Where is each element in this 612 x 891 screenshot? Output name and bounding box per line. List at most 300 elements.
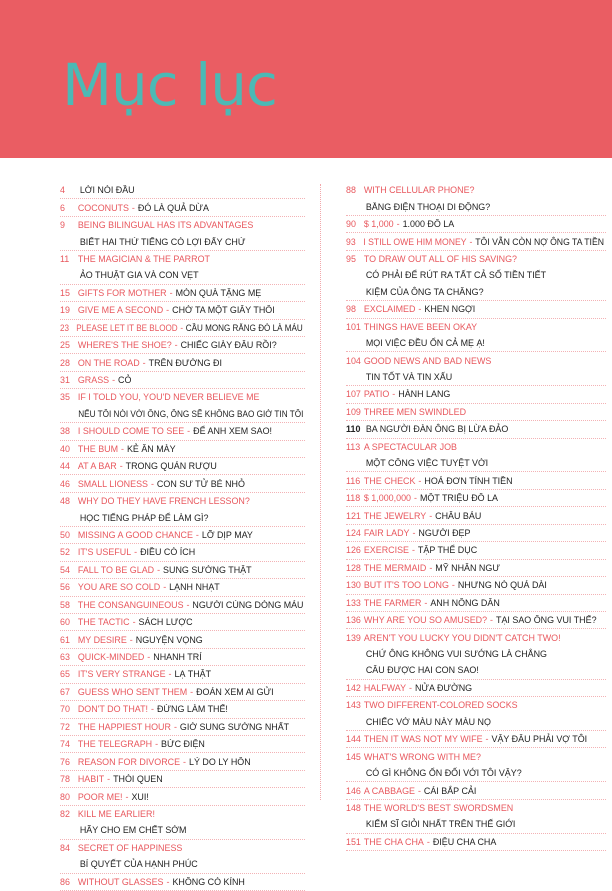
page-number: 58 [60, 599, 70, 610]
separator: - [166, 876, 170, 887]
toc-line [60, 389, 303, 405]
toc-entry[interactable] [346, 731, 606, 748]
vietnamese-title: NGUYỆN VỌNG [135, 634, 203, 645]
toc-line [60, 562, 303, 578]
toc-line [346, 319, 604, 335]
toc-line [346, 662, 604, 678]
page-number: 98 [346, 304, 356, 315]
separator: - [132, 617, 136, 628]
vietnamese-title: CON SƯ TỬ BÉ NHỎ [156, 478, 245, 489]
toc-entry[interactable] [346, 182, 606, 216]
toc-line [60, 527, 303, 543]
toc-entry[interactable] [60, 544, 305, 561]
separator: - [166, 305, 170, 316]
toc-entry[interactable] [60, 579, 305, 596]
page-number: 121 [346, 510, 361, 521]
vietnamese-title: ĐÓ LÀ QUẢ DỪA [137, 202, 210, 213]
toc-entry[interactable] [346, 525, 606, 542]
english-title: I SHOULD COME TO SEE [77, 426, 185, 437]
page-number: 151 [346, 836, 361, 847]
english-title: THE BUM [77, 443, 119, 454]
toc-line [60, 614, 303, 630]
page-number: 139 [346, 632, 361, 643]
vietnamese-title: MÓN QUÀ TẶNG MẸ [175, 287, 262, 298]
toc-entry[interactable] [346, 216, 606, 233]
vietnamese-title: CHIẾC GIÀY ĐÂU RỒI? [180, 340, 277, 351]
separator: - [426, 836, 430, 847]
english-title: PATIO [363, 389, 390, 400]
vietnamese-title: XUI! [131, 791, 149, 802]
toc-line [60, 631, 303, 647]
toc-entry[interactable] [60, 649, 305, 666]
page-number: 109 [346, 406, 361, 417]
page-number: 63 [60, 652, 70, 663]
toc-entry[interactable] [60, 302, 305, 319]
vietnamese-title: BA NGƯỜI ĐÀN ÔNG BỊ LỪA ĐẢO [365, 424, 509, 435]
page-number: 65 [60, 669, 70, 680]
separator: - [392, 389, 396, 400]
page-number: 95 [346, 253, 356, 264]
english-title: A CABBAGE [363, 785, 415, 796]
toc-entry[interactable] [346, 542, 606, 559]
english-title: BUT IT'S TOO LONG [363, 580, 449, 591]
toc-line [60, 649, 303, 665]
vietnamese-title: ANH NÔNG DÂN [430, 597, 500, 608]
vietnamese-title: LỠ DỊP MAY [201, 529, 253, 540]
vietnamese-title: ĐOÁN XEM AI GỬI [196, 686, 274, 697]
vietnamese-title: CẦU MONG RẰNG ĐÓ LÀ MÁU [185, 322, 303, 333]
toc-line [346, 714, 604, 730]
toc-line [60, 719, 303, 735]
toc-line [60, 544, 303, 560]
toc-line [60, 856, 303, 872]
page-number: 78 [60, 774, 70, 785]
vietnamese-title: CHỨ ÔNG KHÔNG VUI SƯỚNG LÀ CHẲNG [365, 649, 548, 660]
page-number: 86 [60, 876, 70, 887]
vietnamese-title: BẰNG ĐIỆN THOẠI DI ĐỘNG? [365, 201, 491, 212]
toc-entry[interactable] [60, 597, 305, 614]
toc-line [60, 597, 302, 613]
page-number: 142 [346, 682, 361, 693]
page-number: 72 [60, 721, 70, 732]
page-number: 88 [346, 185, 356, 196]
toc-entry[interactable] [346, 697, 606, 731]
page-number: 31 [60, 375, 70, 386]
vietnamese-title: KIỆM CỦA ÔNG TA CHĂNG? [365, 286, 484, 297]
toc-line [60, 806, 303, 822]
vietnamese-title: TRONG QUÁN RƯỢU [125, 461, 217, 472]
english-title: HABIT [77, 774, 105, 785]
toc-line [346, 748, 604, 764]
vietnamese-title: NGƯỜI CÙNG DÒNG MÁU [192, 599, 304, 610]
page-number: 60 [60, 617, 70, 628]
vietnamese-title: ĐIỆU CHA CHA [432, 836, 497, 847]
separator: - [396, 219, 400, 230]
vietnamese-title: THÓI QUEN [113, 774, 163, 785]
separator: - [150, 478, 154, 489]
page-number: 90 [346, 219, 356, 230]
page-number: 50 [60, 529, 70, 540]
english-title: THE WORLD'S BEST SWORDSMEN [363, 802, 514, 813]
separator: - [163, 582, 167, 593]
vietnamese-title: MỘT TRIỆU ĐÔ LA [419, 493, 499, 504]
vietnamese-title: NẾU TÔI NÓI VỚI ÔNG, ÔNG SẼ KHÔNG BAO GIỜ TIN TÔI [78, 408, 304, 419]
vietnamese-title: ĐỪNG LÀM THẾ! [156, 704, 228, 715]
toc-line [346, 731, 604, 747]
english-title: THE MERMAID [363, 562, 427, 573]
toc-entry[interactable] [60, 614, 305, 631]
toc-line [346, 284, 604, 300]
english-title: THE JEWELRY [363, 510, 427, 521]
vietnamese-title: HÀNH LANG [398, 389, 451, 400]
vietnamese-title: TÔI VẪN CÒN NỢ ÔNG TA TIỀN [475, 236, 605, 247]
separator: - [469, 236, 473, 247]
vietnamese-title: CHIẾC VỚ MÀU NÀY MÀU NỌ [365, 716, 491, 727]
toc-entry[interactable] [346, 490, 606, 507]
toc-entry[interactable] [346, 319, 606, 353]
separator: - [411, 545, 415, 556]
english-title: $ 1,000,000 [363, 493, 412, 504]
vietnamese-title: TIN TỐT VÀ TIN XẤU [365, 372, 453, 383]
toc-entry[interactable] [346, 577, 606, 594]
toc-entry[interactable] [60, 285, 305, 302]
page-number: 28 [60, 357, 70, 368]
page-number: 48 [60, 496, 70, 507]
vietnamese-title: KẺ ĂN MÀY [126, 443, 176, 454]
english-title: GIFTS FOR MOTHER [77, 287, 167, 298]
vietnamese-title: NHƯNG NÓ QUÁ DÀI [457, 580, 547, 591]
toc-entry[interactable] [346, 233, 606, 250]
vietnamese-title: LẠ THẬT [174, 669, 212, 680]
toc-entry[interactable] [346, 472, 606, 489]
toc-line [60, 406, 304, 422]
toc-line [60, 320, 303, 336]
english-title: BEING BILINGUAL HAS ITS ADVANTAGES [77, 220, 254, 231]
toc-entry[interactable] [346, 439, 606, 473]
toc-line [346, 216, 604, 232]
vietnamese-title: NGƯỜI ĐẸP [418, 527, 471, 538]
english-title: FALL TO BE GLAD [77, 564, 155, 575]
page-number: 124 [346, 527, 361, 538]
page-number: 104 [346, 355, 361, 366]
toc-line [346, 404, 604, 420]
toc-entry[interactable] [346, 352, 606, 386]
separator: - [190, 686, 194, 697]
toc-line [60, 372, 303, 388]
toc-line [60, 354, 303, 370]
separator: - [157, 564, 161, 575]
vietnamese-title: BIẾT HAI THỨ TIẾNG CÓ LỢI ĐẤY CHỨ [79, 236, 246, 247]
toc-entry[interactable] [60, 631, 305, 648]
toc-entry[interactable] [346, 800, 606, 834]
english-title: THE CHECK [363, 475, 416, 486]
page-number: 44 [60, 461, 70, 472]
vietnamese-title: TRÊN ĐƯỜNG ĐI [148, 357, 222, 368]
separator: - [119, 461, 123, 472]
page-number: 23 [60, 322, 70, 333]
toc-line [346, 490, 604, 506]
english-title: THE HAPPIEST HOUR [77, 721, 171, 732]
toc-line [60, 267, 303, 283]
toc-entry[interactable] [60, 562, 305, 579]
toc-entry[interactable] [346, 680, 606, 697]
separator: - [131, 202, 135, 213]
separator: - [147, 652, 151, 663]
english-title: REASON FOR DIVORCE [77, 756, 181, 767]
page-number: 146 [346, 785, 361, 796]
page-number: 107 [346, 389, 361, 400]
english-title: MY DESIRE [77, 634, 127, 645]
separator: - [195, 529, 199, 540]
english-title: SMALL LIONESS [77, 478, 148, 489]
english-title: GRASS [77, 375, 110, 386]
vietnamese-title: KHÔNG CÓ KÍNH [172, 876, 245, 887]
separator: - [129, 634, 133, 645]
toc-entry[interactable] [60, 527, 305, 544]
page-number: 133 [346, 597, 361, 608]
toc-line [346, 577, 604, 593]
separator: - [151, 704, 154, 715]
toc-entry[interactable] [60, 423, 305, 440]
toc-entry[interactable] [60, 354, 305, 371]
separator: - [112, 375, 116, 386]
toc-line [60, 874, 303, 890]
toc-line [346, 560, 604, 576]
toc-entry[interactable] [60, 337, 305, 354]
toc-entry[interactable] [60, 684, 305, 701]
vietnamese-title: CÓ GÌ KHÔNG ỔN ĐỐI VỚI TÔI VẬY? [365, 768, 522, 779]
page-number: 110 [346, 424, 361, 435]
toc-line [60, 441, 303, 457]
toc-line [60, 182, 303, 198]
toc-line [60, 458, 303, 474]
vietnamese-title: CỎ [118, 375, 132, 386]
toc-entry[interactable] [60, 320, 305, 337]
separator: - [429, 510, 433, 521]
toc-line [60, 199, 303, 215]
page-number: 52 [60, 547, 70, 558]
toc-line [346, 834, 604, 850]
toc-entry[interactable] [346, 748, 606, 782]
english-title: THE MAGICIAN & THE PARROT [77, 253, 210, 264]
english-title: THE TELEGRAPH [77, 739, 153, 750]
english-title: TO DRAW OUT ALL OF HIS SAVING? [363, 253, 517, 264]
toc-entry[interactable] [60, 736, 305, 753]
toc-entry[interactable] [60, 719, 305, 736]
page-number: 56 [60, 582, 70, 593]
separator: - [187, 426, 191, 437]
separator: - [429, 562, 433, 573]
english-title: SECRET OF HAPPINESS [77, 842, 183, 853]
english-title: THE FARMER [363, 597, 422, 608]
toc-entry[interactable] [60, 771, 305, 788]
toc-line [60, 579, 303, 595]
vietnamese-title: GIỜ SUNG SƯỚNG NHẤT [179, 721, 290, 732]
separator: - [155, 739, 159, 750]
page-number: 70 [60, 704, 70, 715]
toc-line [346, 800, 604, 816]
english-title: WHERE'S THE SHOE? [77, 340, 172, 351]
page-number: 101 [346, 321, 361, 332]
separator: - [424, 597, 428, 608]
page-number: 144 [346, 734, 361, 745]
toc-entry[interactable] [60, 217, 305, 251]
separator: - [418, 304, 422, 315]
toc-line [346, 595, 604, 611]
vietnamese-title: BỨC ĐIỆN [161, 739, 205, 750]
toc-line [346, 816, 604, 832]
toc-line [346, 439, 604, 455]
toc-entry[interactable] [60, 788, 305, 805]
page-number: 46 [60, 478, 70, 489]
toc-line [60, 233, 303, 249]
page-number: 4 [60, 185, 65, 196]
page-number: 136 [346, 615, 361, 626]
vietnamese-title: SUNG SƯỚNG THẬT [163, 564, 252, 575]
english-title: HALFWAY [363, 682, 407, 693]
toc-line [346, 646, 604, 662]
separator: - [142, 357, 146, 368]
english-title: POOR ME! [77, 791, 123, 802]
page-number: 113 [346, 441, 361, 452]
page-number: 67 [60, 686, 70, 697]
vietnamese-title: NHANH TRÍ [153, 652, 202, 663]
toc-entry[interactable] [60, 389, 305, 423]
english-title: THINGS HAVE BEEN OKAY [363, 321, 478, 332]
english-title: THREE MEN SWINDLED [363, 406, 467, 417]
english-title: GIVE ME A SECOND [77, 305, 164, 316]
english-title: GOOD NEWS AND BAD NEWS [363, 355, 492, 366]
separator: - [134, 547, 138, 558]
toc-line [346, 198, 604, 214]
toc-line [60, 736, 303, 752]
toc-line [346, 455, 604, 471]
vietnamese-title: KHEN NGỢI [424, 304, 476, 315]
page-number: 82 [60, 808, 70, 819]
toc-entry[interactable] [60, 372, 305, 389]
english-title: WHY DO THEY HAVE FRENCH LESSON? [77, 496, 250, 507]
vietnamese-title: MỌI VIỆC ĐỀU ỔN CẢ MẸ Ạ! [365, 338, 485, 349]
column-divider [320, 184, 321, 800]
toc-line [346, 525, 604, 541]
toc-entry[interactable] [60, 666, 305, 683]
toc-entry[interactable] [60, 753, 305, 770]
toc-line [60, 217, 303, 233]
separator: - [409, 682, 412, 693]
english-title: GUESS WHO SENT THEM [77, 686, 188, 697]
toc-line [60, 493, 303, 509]
vietnamese-title: MỸ NHÂN NGƯ [435, 562, 500, 573]
toc-entry[interactable] [346, 595, 606, 612]
english-title: EXCLAIMED [363, 304, 416, 315]
toc-entry[interactable] [346, 507, 606, 524]
toc-entry[interactable] [60, 806, 305, 840]
toc-entry[interactable] [346, 404, 606, 421]
page-number: 40 [60, 443, 70, 454]
toc-line [346, 386, 604, 402]
toc-entry[interactable] [60, 493, 305, 527]
english-title: IT'S USEFUL [77, 547, 132, 558]
separator: - [186, 599, 190, 610]
page-number: 130 [346, 580, 361, 591]
toc-entry[interactable] [346, 612, 606, 629]
toc-entry[interactable] [60, 475, 305, 492]
page-number: 128 [346, 562, 361, 573]
toc-line [60, 822, 303, 838]
vietnamese-title: HÃY CHO EM CHẾT SỚM [79, 825, 187, 836]
separator: - [121, 443, 124, 454]
toc-entry[interactable] [346, 386, 606, 403]
page-number: 148 [346, 802, 361, 813]
toc-line [346, 697, 604, 713]
vietnamese-title: ĐỂ ANH XEM SAO! [193, 426, 273, 437]
vietnamese-title: ẢO THUẬT GIA VÀ CON VẸT [79, 270, 199, 281]
header-banner [0, 0, 612, 158]
toc-entry[interactable] [346, 629, 606, 679]
vietnamese-title: CHỜ TA MỘT GIÂY THÔI [172, 305, 275, 316]
english-title: WITH CELLULAR PHONE? [363, 185, 475, 196]
toc-entry[interactable] [60, 701, 305, 718]
english-title: THE CHA CHA [363, 836, 424, 847]
separator: - [412, 527, 416, 538]
english-title: EXERCISE [363, 545, 410, 556]
toc-entry[interactable] [346, 301, 606, 318]
toc-entry[interactable] [60, 199, 305, 216]
page-number: 143 [346, 700, 361, 711]
separator: - [125, 791, 129, 802]
toc-entry[interactable] [346, 251, 606, 301]
english-title: YOU ARE SO COLD [77, 582, 161, 593]
toc-entry[interactable] [60, 458, 305, 475]
toc-line [60, 509, 303, 525]
vietnamese-title: VẬY ĐÂU PHẢI VỢ TÔI [491, 734, 588, 745]
toc-entry[interactable] [60, 251, 305, 285]
vietnamese-title: SÁCH LƯỢC [138, 617, 193, 628]
english-title: $ 1,000 [363, 219, 394, 230]
toc-entry[interactable] [60, 182, 305, 199]
english-title: ON THE ROAD [77, 357, 140, 368]
page-number: 19 [60, 305, 70, 316]
toc-line [346, 182, 604, 198]
toc-line [346, 612, 604, 628]
toc-entry[interactable] [346, 421, 606, 438]
toc-line [60, 423, 303, 439]
separator: - [173, 721, 177, 732]
toc-entry[interactable] [346, 560, 606, 577]
separator: - [418, 475, 422, 486]
toc-entry[interactable] [346, 834, 606, 851]
page-number: 9 [60, 220, 65, 231]
english-title: TWO DIFFERENT-COLORED SOCKS [363, 700, 518, 711]
separator: - [451, 580, 455, 591]
toc-line [346, 680, 604, 696]
english-title: WITHOUT GLASSES [77, 876, 164, 887]
toc-line [60, 251, 303, 267]
vietnamese-title: LỜI NÓI ĐẦU [79, 185, 135, 196]
english-title: A SPECTACULAR JOB [363, 441, 457, 452]
page-number: 61 [60, 634, 70, 645]
toc-entry[interactable] [60, 441, 305, 458]
toc-entry[interactable] [346, 782, 606, 799]
toc-line [60, 285, 303, 301]
vietnamese-title: CÂU ĐƯỢC HAI CON SAO! [365, 665, 479, 676]
toc-line [60, 771, 303, 787]
toc-entry[interactable] [60, 874, 305, 891]
toc-line [346, 765, 604, 781]
toc-entry[interactable] [60, 840, 305, 874]
vietnamese-title: NỬA ĐƯỜNG [414, 682, 473, 693]
vietnamese-title: ĐIỀU CÓ ÍCH [140, 547, 196, 558]
